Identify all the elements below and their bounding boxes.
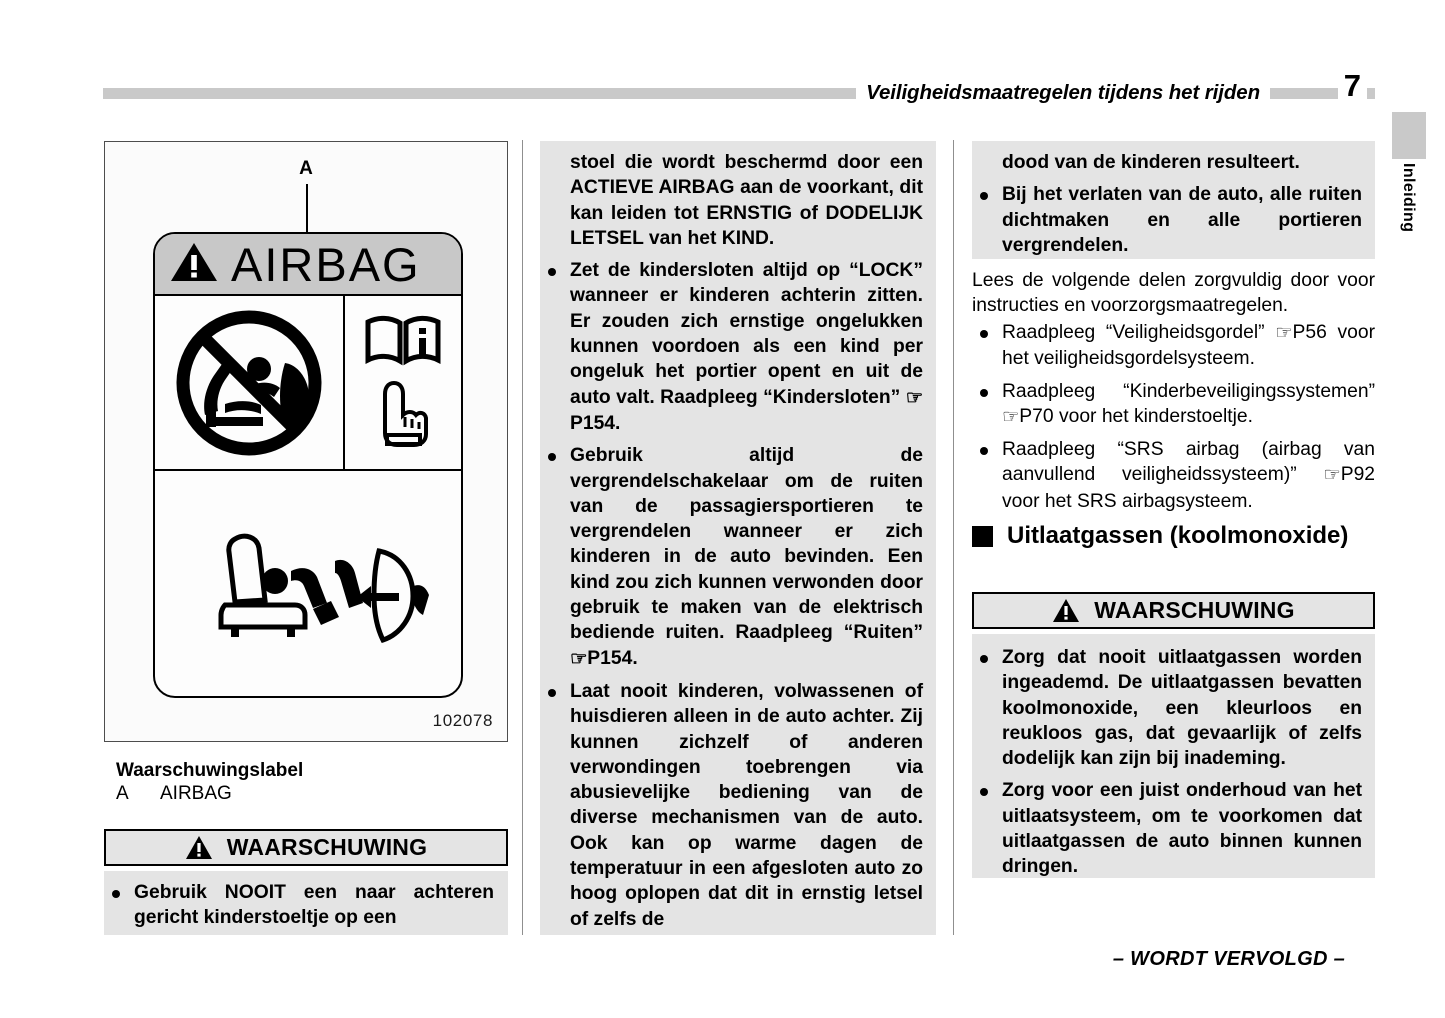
- warning-left-list: [104, 880, 494, 931]
- section-thumb-tab: [1392, 112, 1426, 159]
- continuation-paragraph: stoel die wordt beschermd door een ACTIEVE AIRBAG aan de voorkant, dit kan leiden tot ERNSTIG of DODELIJK LETSEL van het KIND.: [570, 152, 923, 249]
- section-heading-exhaust: [972, 521, 1375, 551]
- list-item: Zorg voor een juist onderhoud van het uitlaatsysteem, om te voorkomen dat uitlaatgassen de auto binnen kunnen dringen.: [972, 778, 1362, 878]
- page-header-title: Veiligheidsmaatregelen tijdens het rijden: [856, 78, 1270, 108]
- no-rear-facing-child-seat-icon: [155, 296, 345, 469]
- airbag-label-text: AIRBAG: [231, 237, 421, 291]
- pointing-hand-icon: ☞: [905, 387, 924, 409]
- list-item: [972, 379, 1375, 431]
- column-divider-2: [953, 140, 954, 935]
- column3-warning-body-continued: [972, 141, 1375, 259]
- read-manual-icons: [345, 296, 461, 469]
- list-item: [972, 437, 1375, 514]
- list-item-text: Gebruik altijd de vergrendelschakelaar om de ruiten van de passagiersportieren te vergrendelen wanneer er zich kinderen in de auto bevinden. Een kind zou zich kunnen verwonden door gebruik te maken van de elektrisch bediende ruiten. Raadpleeg “Ruiten”: [570, 445, 923, 644]
- warning-box-header-left-text: WAARSCHUWING: [226, 834, 428, 860]
- pointing-hand-icon: ☞: [1323, 465, 1341, 487]
- airbag-label-middle-row: [155, 296, 461, 471]
- exhaust-warning-list: [972, 645, 1362, 878]
- section-thumb-tab-label: Inleiding: [1400, 163, 1417, 233]
- reference-text: Raadpleeg “SRS airbag (airbag van aanvullend veiligheidssysteem)”: [1002, 439, 1375, 486]
- warning-box-header-right: [972, 592, 1375, 629]
- warning-triangle-icon: [169, 241, 219, 288]
- figure-callout-letter: A: [299, 158, 313, 179]
- section-heading-text: Uitlaatgassen (koolmonoxide): [1007, 522, 1349, 549]
- page-reference: P154.: [570, 412, 621, 434]
- figure-code: 102078: [432, 711, 493, 730]
- airbag-label-card: [153, 232, 463, 698]
- pointing-hand-icon: ☞: [1002, 406, 1020, 428]
- column3-reference-list: [972, 320, 1375, 514]
- warning-box-body-right: [972, 634, 1375, 878]
- page-number: 7: [1338, 66, 1367, 106]
- pointing-hand-icon: ☞: [1275, 323, 1293, 344]
- figure-caption-title: Waarschuwingslabel: [116, 760, 304, 781]
- warning-box-header-right-text: WAARSCHUWING: [1094, 597, 1295, 623]
- figure-caption-key: [116, 783, 232, 805]
- continuation-paragraph: dood van de kinderen resulteert.: [1002, 152, 1300, 173]
- square-bullet-icon: [972, 526, 993, 547]
- figure-leader-line: [306, 184, 308, 233]
- list-item: [972, 320, 1375, 372]
- page-reference: P56: [1292, 322, 1327, 343]
- list-item: Bij het verlaten van de auto, alle ruiten dichtmaken en alle portieren vergrendelen.: [972, 182, 1362, 258]
- reference-text-post: voor het SRS airbagsysteem.: [1002, 490, 1253, 512]
- list-item: Laat nooit kinderen, volwassenen of huisdieren alleen in de auto achter. Zij kunnen zichzelf of anderen verwondingen toebrengen via abusievelijke bediening van de diverse mechanismen van de auto. Ook kan op warme dagen de temperatuur in een afgesloten auto zo hoog oplopen dat dit in ernstig letsel of zelfs de: [540, 679, 923, 932]
- open-book-info-icon: [365, 314, 441, 371]
- figure-caption-key-letter: A: [116, 783, 129, 804]
- reference-text: Raadpleeg “Kinderbeveiligingssystemen”: [1002, 380, 1375, 402]
- warning-triangle-icon: [1052, 598, 1080, 623]
- airbag-label-title-strip: [155, 234, 461, 296]
- reference-text-post: voor het veiligheidsgordelsysteem.: [1002, 322, 1375, 370]
- list-item: Gebruik NOOIT een naar achteren gericht kinderstoeltje op een: [104, 880, 494, 931]
- column2-list: [540, 150, 923, 932]
- seat-distance-icon: [155, 471, 461, 696]
- list-item: [540, 443, 923, 672]
- column3-intro-paragraph: Lees de volgende delen zorgvuldig door voor instructies en voorzorgsmaatregelen.: [972, 270, 1375, 317]
- figure-caption-key-value: AIRBAG: [160, 783, 232, 804]
- column3-warning-list: [972, 150, 1362, 258]
- warning-box-header-left: [104, 829, 508, 866]
- column-divider-1: [522, 140, 523, 935]
- pointing-hand-icon: ☞: [570, 648, 588, 670]
- list-item: [540, 258, 923, 436]
- reference-text: Raadpleeg “Veiligheidsgordel”: [1002, 322, 1265, 343]
- list-item-text: Zet de kindersloten altijd op “LOCK” wanneer er kinderen achterin zitten. Er zouden zich ernstige ongelukken kunnen voordoen als een kind per ongeluk het portier opent en uit de auto valt. Raadpleeg “Kindersloten”: [570, 260, 923, 408]
- page-reference: P92: [1340, 464, 1376, 486]
- footer-continued: – WORDT VERVOLGD –: [1112, 948, 1345, 970]
- page-reference: P70: [1019, 405, 1054, 427]
- warning-triangle-icon: [185, 835, 213, 860]
- airbag-warning-label-figure: [104, 141, 508, 742]
- column2-warning-body: [540, 141, 936, 935]
- pointing-finger-icon: [377, 377, 429, 452]
- page-reference: P154.: [587, 647, 638, 669]
- reference-text-post: voor het kinderstoeltje.: [1058, 405, 1253, 427]
- warning-box-body-left: [104, 871, 508, 935]
- list-item: Zorg dat nooit uitlaatgassen worden ingeademd. De uitlaatgassen bevatten koolmonoxide, een kleurloos en reukloos gas, dat gevaarlijk of zelfs dodelijk kan zijn bij inademing.: [972, 645, 1362, 771]
